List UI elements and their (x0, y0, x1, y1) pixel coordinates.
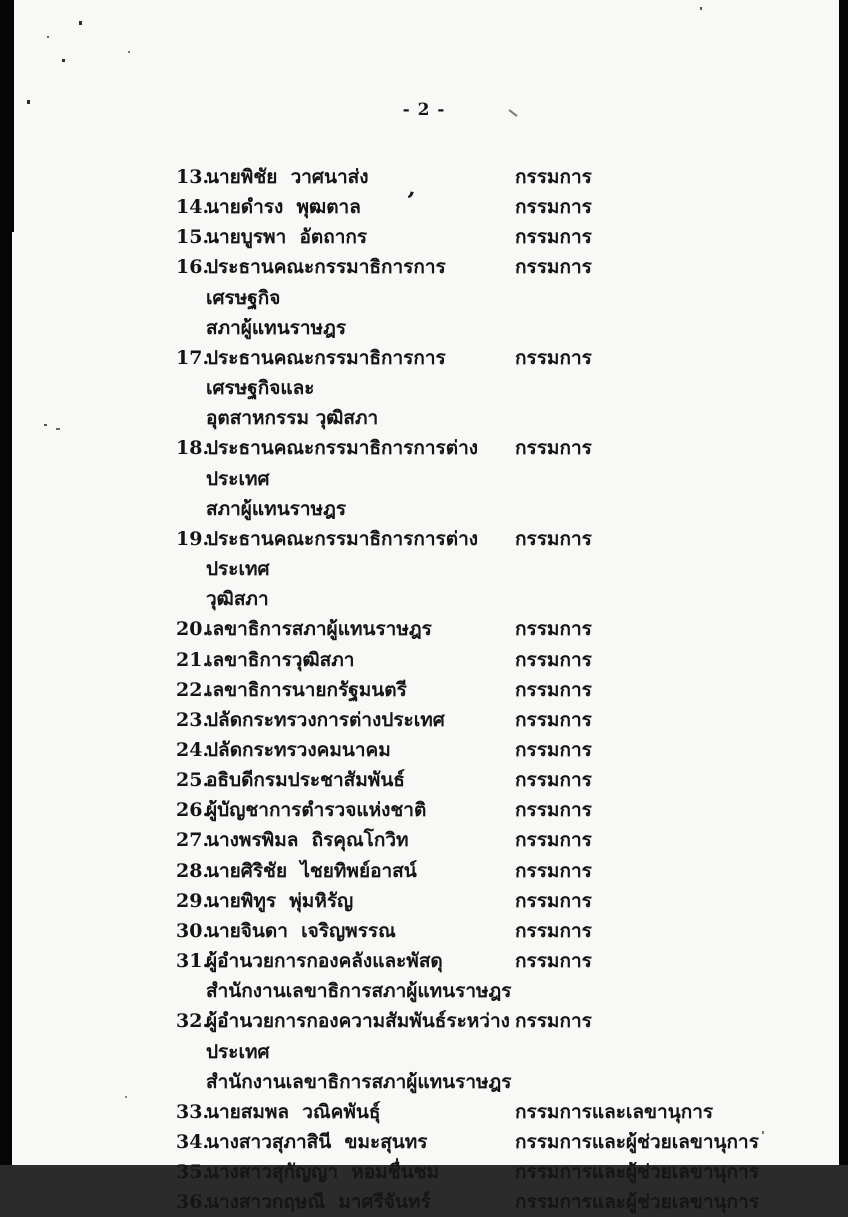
item-name: ประธานคณะกรรมาธิการการเศรษฐกิจและ อุตสาหกรรม วุฒิสภา (206, 346, 446, 430)
list-item (0, 1127, 848, 1157)
item-role: กรรมการ (515, 618, 592, 641)
item-role: กรรมการและเลขานุการ (515, 1100, 714, 1123)
item-name: นางพรพิมล ถิรคุณโกวิท (206, 829, 409, 852)
list-item (0, 222, 848, 252)
item-number: 36. (176, 1191, 210, 1214)
item-role: กรรมการและผู้ช่วยเลขานุการ (515, 1131, 759, 1153)
item-number: 20. (176, 618, 210, 641)
list-item (0, 705, 848, 735)
item-number: 31. (176, 950, 210, 973)
item-number: 29. (176, 889, 210, 912)
list-item (0, 946, 848, 1006)
list-item (0, 765, 848, 795)
item-name: ผู้อำนวยการกองคลังและพัสดุ สำนักงานเลขาธิการสภาผู้แทนราษฎร (206, 950, 512, 1003)
item-name: ปลัดกระทรวงคมนาคม (206, 738, 391, 761)
item-role: กรรมการ (515, 829, 592, 852)
item-name: นางสาวสุกัญญา หอมชื่นชม (206, 1161, 440, 1184)
item-number: 22. (176, 678, 210, 701)
list-item (0, 343, 848, 433)
item-name: ประธานคณะกรรมาธิการการเศรษฐกิจ สภาผู้แทนราษฎร (206, 256, 446, 339)
list-item (0, 1006, 848, 1096)
list-item (0, 825, 848, 855)
item-number: 35. (176, 1161, 210, 1184)
list-item (0, 645, 848, 675)
item-number: 16. (176, 256, 210, 279)
item-role: กรรมการ (515, 226, 592, 249)
item-role: กรรมการและผู้ช่วยเลขานุการ (515, 1161, 759, 1184)
scan-stray-mark: ’ (404, 185, 417, 216)
list-item (0, 1187, 848, 1217)
item-name: นายดำรง พุฒตาล (206, 196, 361, 219)
list-item (0, 675, 848, 705)
item-number: 14. (176, 196, 210, 219)
item-number: 18. (176, 437, 210, 460)
list-item (0, 1157, 848, 1187)
list-item (0, 162, 848, 192)
list-item (0, 192, 848, 222)
item-name: เลขาธิการสภาผู้แทนราษฎร (206, 618, 432, 641)
item-name: นายพิทูร พุ่มหิรัญ (206, 889, 354, 912)
member-list (0, 162, 848, 1217)
scan-speck (125, 1096, 127, 1098)
item-role: กรรมการ (515, 738, 592, 761)
item-number: 15. (176, 226, 210, 249)
scan-speck (62, 59, 65, 62)
item-role: กรรมการ (515, 799, 592, 822)
item-number: 30. (176, 919, 210, 942)
list-item (0, 856, 848, 886)
scan-speck (700, 7, 702, 10)
item-name: เลขาธิการวุฒิสภา (206, 648, 355, 671)
item-name: นายบูรพา อัตถากร (206, 226, 368, 249)
list-item (0, 916, 848, 946)
list-item (0, 524, 848, 614)
item-name: นายจินดา เจริญพรรณ (206, 919, 396, 942)
list-item (0, 795, 848, 825)
item-role: กรรมการ (515, 256, 592, 279)
list-item (0, 433, 848, 523)
scan-speck (762, 1131, 764, 1134)
item-number: 33. (176, 1100, 210, 1123)
scan-speck (27, 100, 30, 104)
list-item (0, 886, 848, 916)
item-name: ปลัดกระทรวงการต่างประเทศ (206, 708, 445, 731)
item-role: กรรมการ (515, 889, 592, 912)
list-item (0, 735, 848, 765)
item-name: นายสมพล วณิคพันธุ์ (206, 1100, 381, 1123)
item-role: กรรมการ (515, 708, 592, 731)
item-role: กรรมการ (515, 196, 592, 219)
item-name: ประธานคณะกรรมาธิการการต่างประเทศ สภาผู้แทนราษฎร (206, 437, 479, 520)
item-role: กรรมการและผู้ช่วยเลขานุการ (515, 1191, 759, 1214)
scan-speck (44, 424, 47, 426)
item-name: นายพิชัย วาศนาส่ง (206, 166, 369, 188)
item-number: 21. (176, 648, 210, 671)
item-name: ผู้อำนวยการกองความสัมพันธ์ระหว่างประเทศ สำนักงานเลขาธิการสภาผู้แทนราษฎร (206, 1010, 512, 1093)
item-number: 19. (176, 527, 210, 550)
item-role: กรรมการ (515, 678, 592, 701)
item-name: เลขาธิการนายกรัฐมนตรี (206, 678, 407, 701)
item-role: กรรมการ (515, 527, 592, 550)
item-role: กรรมการ (515, 769, 592, 792)
item-name: ประธานคณะกรรมาธิการการต่างประเทศ วุฒิสภา (206, 527, 479, 611)
item-role: กรรมการ (515, 648, 592, 671)
item-number: 27. (176, 829, 210, 852)
item-role: กรรมการ (515, 859, 592, 882)
item-name: นางสาวสุภาสินี ขมะสุนทร (206, 1131, 428, 1153)
item-role: กรรมการ (515, 919, 592, 942)
scan-speck (79, 21, 82, 25)
page-number: - 2 - (402, 100, 446, 120)
item-name: อธิบดีกรมประชาสัมพันธ์ (206, 769, 405, 792)
list-item (0, 252, 848, 342)
item-number: 13. (176, 166, 210, 188)
item-role: กรรมการ (515, 346, 592, 369)
item-role: กรรมการ (515, 437, 592, 460)
item-number: 24. (176, 738, 210, 761)
item-number: 25. (176, 769, 210, 792)
list-item (0, 1097, 848, 1127)
item-role: กรรมการ (515, 1010, 592, 1033)
scan-speck (56, 428, 60, 430)
item-role: กรรมการ (515, 166, 592, 188)
item-number: 32. (176, 1010, 210, 1033)
list-item (0, 614, 848, 644)
scan-speck (128, 51, 130, 53)
scan-speck (47, 36, 49, 38)
item-name: นายศิริชัย ไชยทิพย์อาสน์ (206, 859, 417, 882)
item-number: 17. (176, 346, 210, 369)
item-name: นางสาวกฤษณี มาศรีจันทร์ (206, 1191, 431, 1214)
item-number: 26. (176, 799, 210, 822)
item-number: 23. (176, 708, 210, 731)
item-number: 28. (176, 859, 210, 882)
item-name: ผู้บัญชาการตำรวจแห่งชาติ (206, 799, 427, 822)
item-role: กรรมการ (515, 950, 592, 973)
item-number: 34. (176, 1131, 210, 1153)
